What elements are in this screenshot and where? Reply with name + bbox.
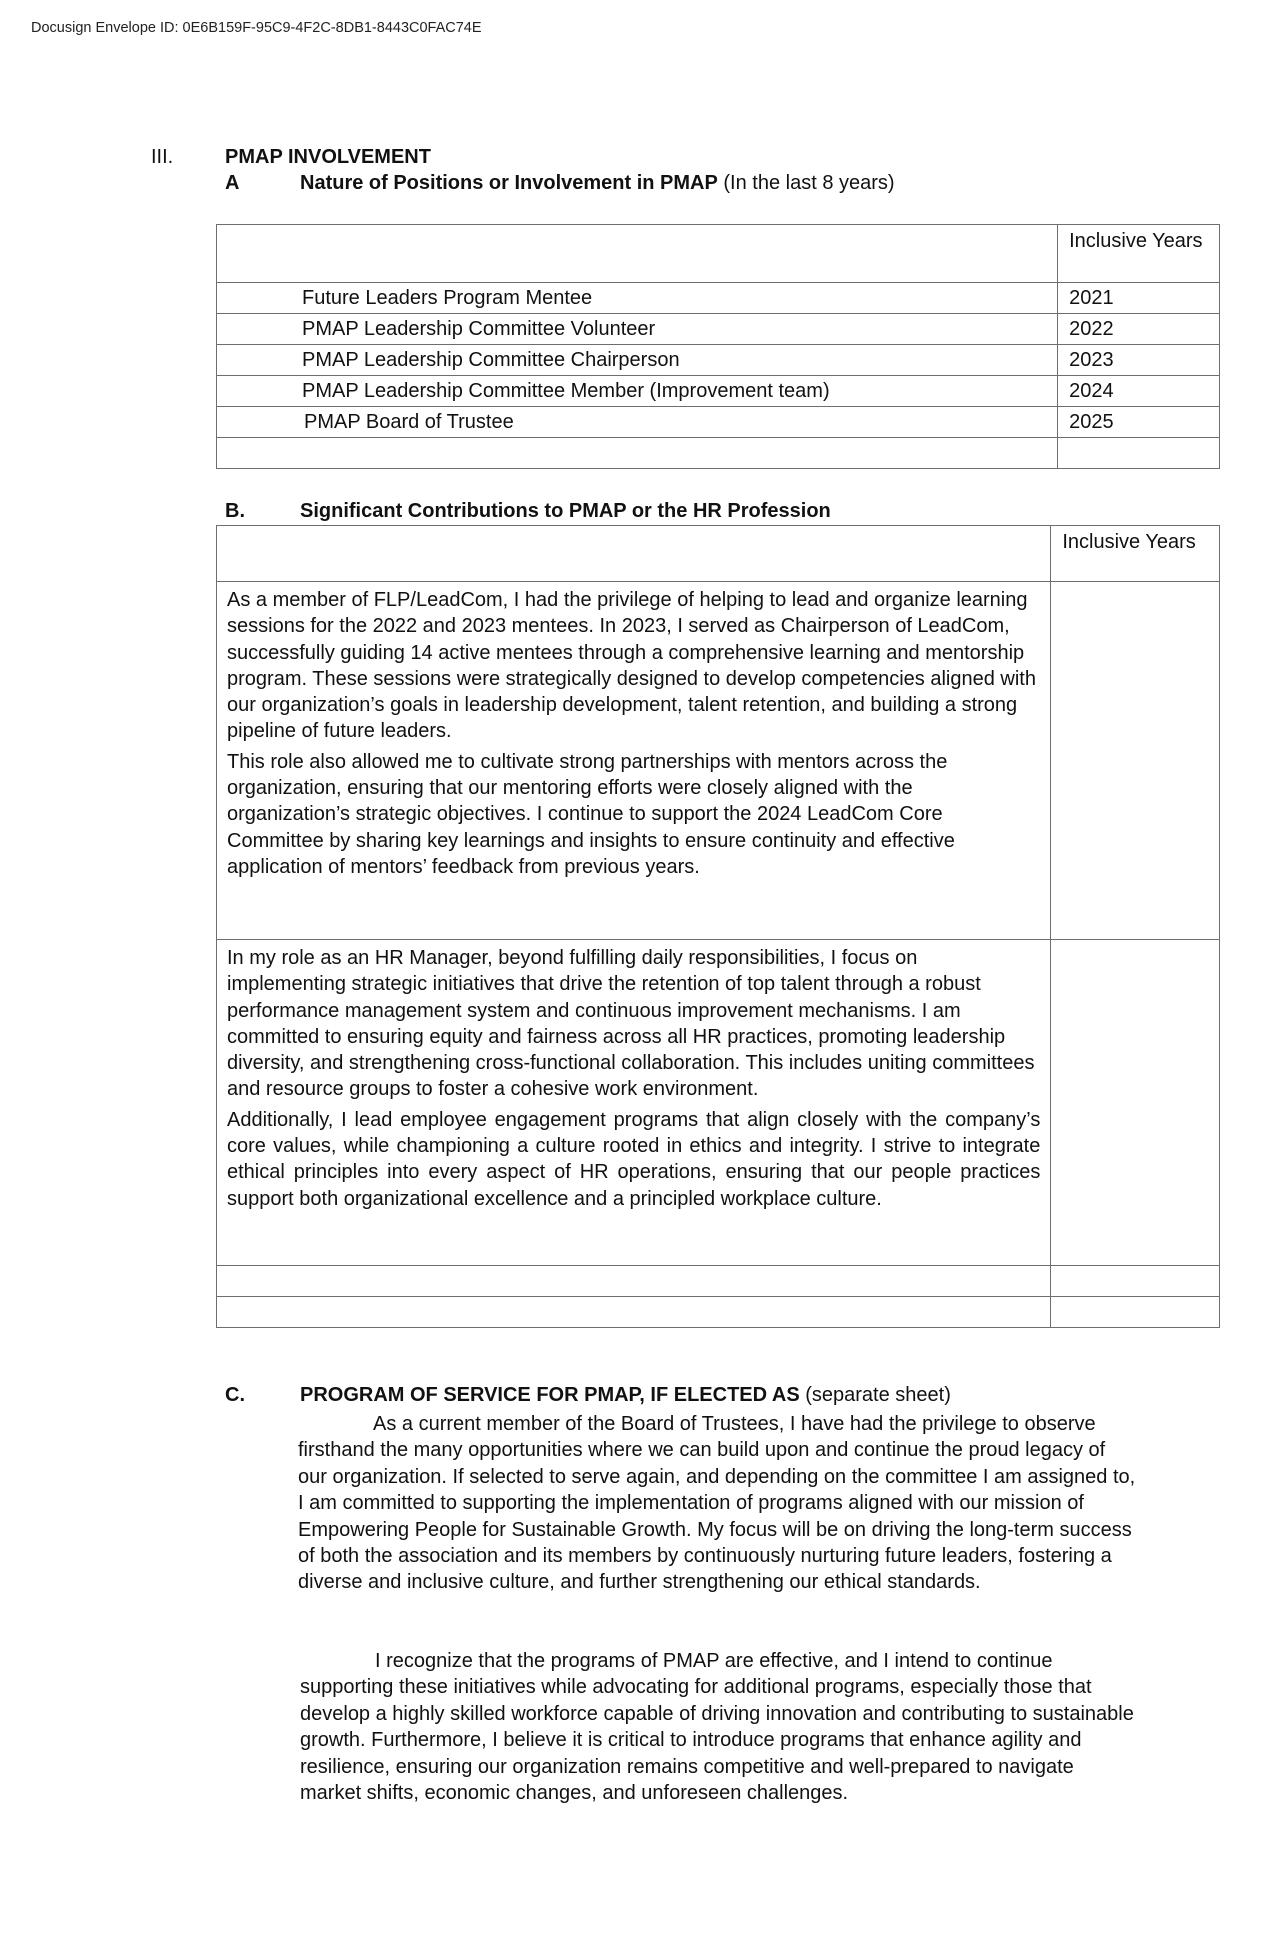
contribution-paragraph: In my role as an HR Manager, beyond fulfilling daily responsibilities, I focus on implementing strategic initiatives that drive the retention of top talent through a robust performance management system and continuous improvement mechanisms. I am committed to ensuring equity and fairness across all HR practices, promoting leadership diversity, and strengthening cross-functional collaboration. This includes uniting committees and resource groups to foster a cohesive work environment. (227, 947, 1035, 1101)
service-program-paragraph-2 (300, 1648, 1140, 1806)
contribution-paragraph: Additionally, I lead employee engagement programs that align closely with the company’s core values, while championing a culture rooted in ethics and integrity. I strive to integrate ethical principles into every aspect of HR operations, ensuring that our people practices support both organizational excellence and a principled workplace culture. (227, 1108, 1041, 1210)
service-program-paragraph-1 (298, 1411, 1138, 1596)
table-row (217, 314, 1220, 345)
positions-table-header (217, 225, 1220, 283)
part-a-title (300, 172, 895, 195)
part-b-letter: B. (225, 500, 245, 522)
table-row-empty (217, 1297, 1220, 1328)
table-row (217, 582, 1220, 940)
table-row (217, 283, 1220, 314)
contributions-table (216, 525, 1220, 1328)
part-b-title: Significant Contributions to PMAP or the HR Profession (300, 500, 831, 522)
part-a-title-bold: Nature of Positions or Involvement in PMAP (300, 172, 718, 194)
table-row (217, 940, 1220, 1266)
position-cell: PMAP Leadership Committee Chairperson (217, 345, 1058, 376)
years-cell (1051, 582, 1220, 940)
part-c-title-note: (separate sheet) (799, 1384, 951, 1406)
contribution-paragraph: This role also allowed me to cultivate strong partnerships with mentors across the organization, ensuring that our mentoring efforts were closely aligned with the organization’s strategic objectives. I continue to support the 2024 LeadCom Core Committee by sharing key learnings and insights to ensure continuity and effective application of mentors’ feedback from previous years. (227, 750, 955, 878)
position-cell: PMAP Board of Trustee (217, 407, 1058, 438)
part-c-letter: C. (225, 1384, 245, 1406)
years-cell (1051, 940, 1220, 1266)
table-row-empty (217, 1266, 1220, 1297)
years-cell (1051, 1297, 1220, 1328)
years-cell: 2024 (1058, 376, 1220, 407)
contribution-cell (217, 1266, 1051, 1297)
service-paragraph: As a current member of the Board of Trustees, I have had the privilege to observe firsthand the many opportunities where we can build upon and continue the proud legacy of our organization. If selected to serve again, and depending on the committee I am assigned to, I am committed to supporting the implementation of programs aligned with our mission of Empowering People for Sustainable Growth. My focus will be on driving the long-term success of both the association and its members by continuously nurturing future leaders, fostering a diverse and inclusive culture, and further strengthening our ethical standards. (298, 1413, 1136, 1594)
header-cell-years: Inclusive Years (1058, 225, 1220, 283)
position-cell (217, 438, 1058, 469)
contribution-cell (217, 582, 1051, 940)
contribution-cell (217, 1297, 1051, 1328)
part-a-title-note: (In the last 8 years) (717, 172, 895, 194)
table-row (217, 376, 1220, 407)
years-cell (1058, 438, 1220, 469)
section-number: III. (151, 146, 174, 168)
header-cell-years: Inclusive Years (1051, 526, 1220, 582)
table-row-empty (217, 438, 1220, 469)
service-paragraph: I recognize that the programs of PMAP are effective, and I intend to continue supporting these initiatives while advocating for additional programs, especially those that develop a highly skilled workforce capable of driving innovation and contributing to sustainable growth. Furthermore, I believe it is critical to introduce programs that enhance agility and resilience, ensuring our organization remains competitive and well-prepared to navigate market shifts, economic changes, and unforeseen challenges. (300, 1650, 1134, 1805)
positions-table (216, 224, 1220, 469)
table-row (217, 345, 1220, 376)
envelope-id-label: Docusign Envelope ID: 0E6B159F-95C9-4F2C-8DB1-8443C0FAC74E (31, 20, 482, 36)
years-cell (1051, 1266, 1220, 1297)
header-cell-position (217, 225, 1058, 283)
years-cell: 2023 (1058, 345, 1220, 376)
years-cell: 2021 (1058, 283, 1220, 314)
table-row (217, 407, 1220, 438)
contribution-cell (217, 940, 1051, 1266)
part-c-title (300, 1384, 951, 1407)
contributions-table-header (217, 526, 1220, 582)
position-cell: PMAP Leadership Committee Volunteer (217, 314, 1058, 345)
part-c-title-bold: PROGRAM OF SERVICE FOR PMAP, IF ELECTED AS (300, 1384, 800, 1406)
contribution-paragraph: As a member of FLP/LeadCom, I had the privilege of helping to lead and organize learning sessions for the 2022 and 2023 mentees. In 2023, I served as Chairperson of LeadCom, successfully guiding 14 active mentees through a comprehensive learning and mentorship program. These sessions were strategically designed to develop competencies aligned with our organization’s goals in leadership development, talent retention, and building a strong pipeline of future leaders. (227, 589, 1036, 743)
position-cell: PMAP Leadership Committee Member (Improvement team) (217, 376, 1058, 407)
section-title: PMAP INVOLVEMENT (225, 146, 431, 168)
header-cell-contribution (217, 526, 1051, 582)
years-cell: 2022 (1058, 314, 1220, 345)
part-a-letter: A (225, 172, 240, 194)
position-cell: Future Leaders Program Mentee (217, 283, 1058, 314)
years-cell: 2025 (1058, 407, 1220, 438)
